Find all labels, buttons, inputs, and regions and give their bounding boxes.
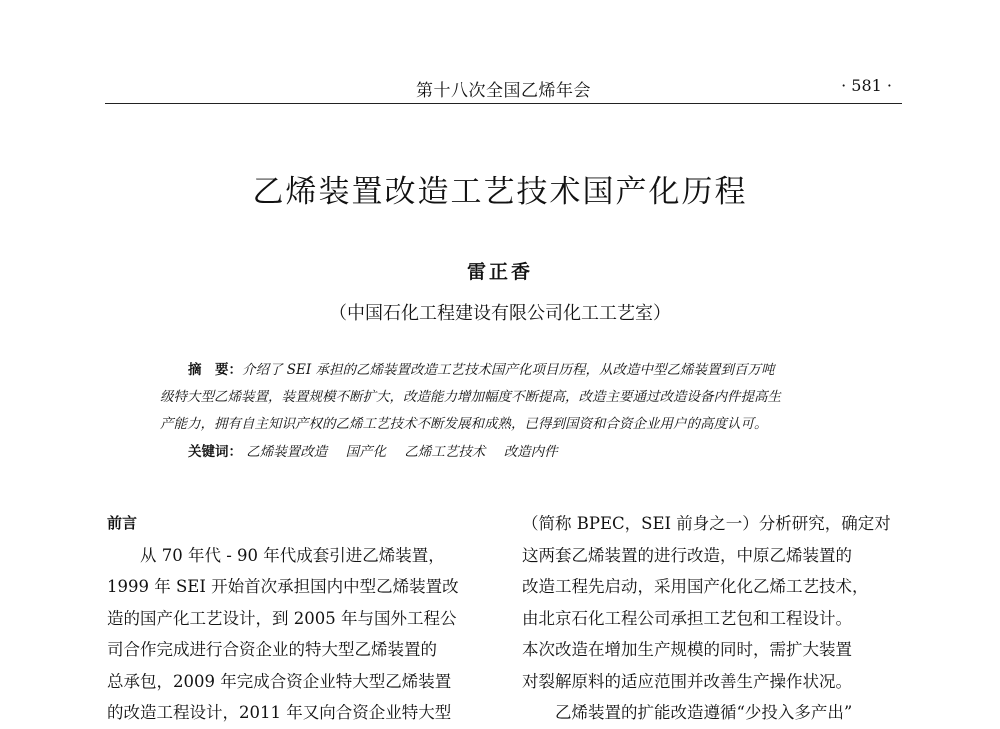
body-line: 改造工程先启动，采用国产化化乙烯工艺技术， bbox=[522, 577, 869, 596]
abstract bbox=[160, 357, 850, 438]
body-line: （简称 BPEC，SEI 前身之一）分析研究，确定对 bbox=[522, 514, 891, 533]
body-line: 对裂解原料的适应范围并改善生产操作状况。 bbox=[522, 671, 852, 691]
author-name: 雷正香 bbox=[466, 261, 533, 283]
running-header bbox=[105, 76, 902, 100]
body-line: 由北京石化工程公司承担工艺包和工程设计。 bbox=[522, 608, 852, 628]
left-column bbox=[107, 508, 487, 729]
body-line: 的改造工程设计，2011 年又向合资企业特大型 bbox=[107, 703, 452, 722]
keyword-item: 改造内件 bbox=[503, 444, 558, 460]
abstract-line-1 bbox=[160, 357, 850, 384]
paper-title: 乙烯装置改造工艺技术国产化历程 bbox=[252, 174, 748, 210]
body-line: 本次改造在增加生产规模的同时，需扩大装置 bbox=[522, 640, 852, 659]
body-line: 总承包，2009 年完成合资企业特大型乙烯装置 bbox=[107, 671, 452, 691]
body-line: 造的国产化工艺设计，到 2005 年与国外工程公 bbox=[107, 608, 457, 628]
keyword-item: 乙烯工艺技术 bbox=[404, 444, 486, 460]
body-line: 司合作完成进行合资企业的特大型乙烯装置的 bbox=[107, 640, 437, 659]
body-line: 从 70 年代 - 90 年代成套引进乙烯装置， bbox=[140, 545, 445, 565]
section-heading: 前言 bbox=[107, 514, 138, 532]
keywords-label: 关键词： bbox=[188, 444, 242, 460]
abstract-text-1: 介绍了 SEI 承担的乙烯装置改造工艺技术国产化项目历程，从改造中型乙烯装置到百万吨 bbox=[242, 362, 775, 378]
body-line: 这两套乙烯装置的进行改造，中原乙烯装置的 bbox=[522, 545, 852, 565]
running-header-title: 第十八次全国乙烯年会 bbox=[416, 81, 591, 101]
header-rule bbox=[105, 103, 902, 104]
keyword-item: 乙烯装置改造 bbox=[246, 444, 328, 460]
keywords bbox=[188, 440, 848, 460]
body-line: 1999 年 SEI 开始首次承担国内中型乙烯装置改 bbox=[107, 577, 459, 596]
abstract-line-3: 产能力，拥有自主知识产权的乙烯工艺技术不断发展和成熟，已得到国资和合资企业用户的高度认可。 bbox=[160, 416, 768, 432]
keyword-item: 国产化 bbox=[345, 444, 387, 460]
abstract-label: 摘 要： bbox=[188, 362, 242, 378]
author-affiliation: （中国石化工程建设有限公司化工工艺室） bbox=[329, 303, 671, 324]
right-column bbox=[522, 508, 902, 729]
body-line: 乙烯装置的扩能改造遵循“少投入多产出” bbox=[555, 703, 853, 722]
page-number: · 581 · bbox=[841, 76, 892, 95]
abstract-line-2: 级特大型乙烯装置，装置规模不断扩大，改造能力增加幅度不断提高，改造主要通过改造设备内件提高生 bbox=[160, 389, 781, 405]
